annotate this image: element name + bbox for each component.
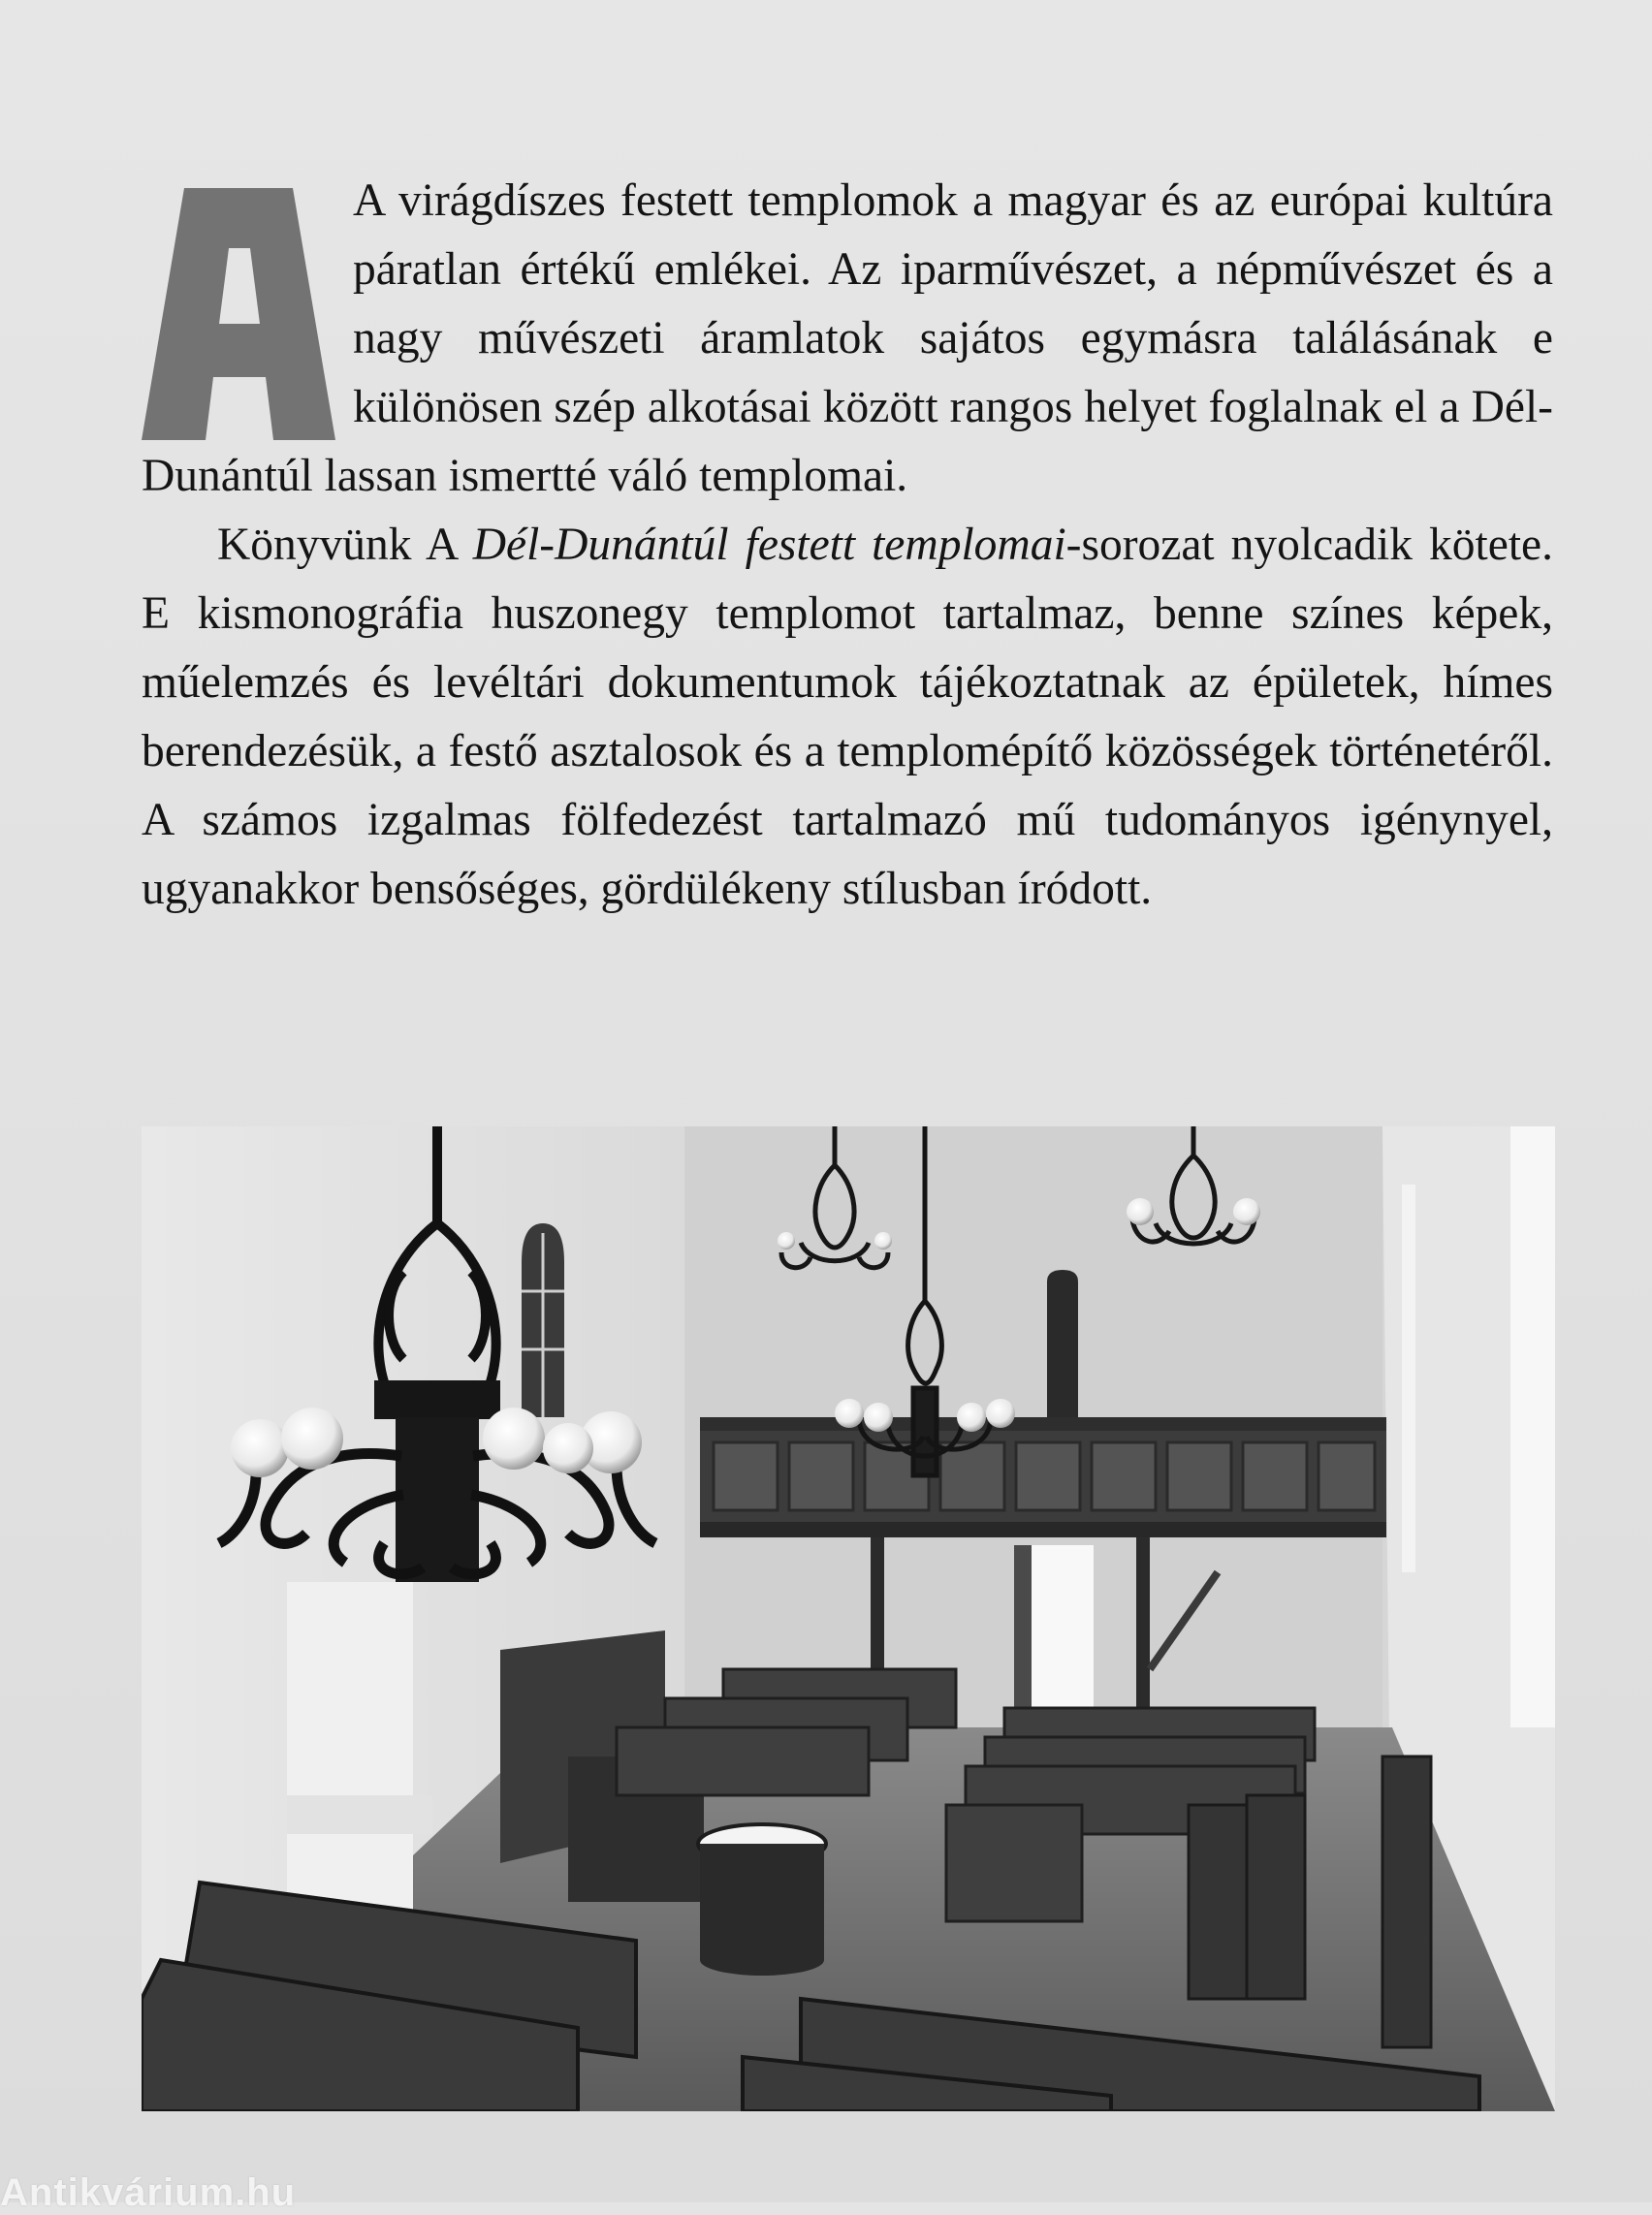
- paragraph-2: [142, 511, 1553, 924]
- church-interior-photo: [142, 1126, 1555, 2111]
- article-text: [142, 167, 1553, 924]
- paragraph-1: [142, 167, 1553, 511]
- church-interior-illustration: [142, 1126, 1555, 2111]
- series-title: Dél-Dunántúl festett templomai: [472, 520, 1066, 570]
- paragraph-1-text: A virágdíszes festett templomok a magyar és az európai kultúra páratlan értékű emlékei. Az iparművészet, a népművészet és a nagy művészeti áramlatok sajátos egymásra találásának e különösen szép alkotásai között rangos helyet foglalnak el a Dél-Dunántúl lassan ismertté váló templomai.: [142, 175, 1553, 501]
- dropcap-letter-a: [142, 188, 335, 440]
- paragraph-2-text: -sorozat nyolcadik kötete. E kismonográfia huszonegy templomot tartalmaz, benne színes képek, műelemzés és levéltári dokumentumok tájékoztatnak az épületek, hímes berendezésük, a festő asztalosok és a templomépítő közösségek történetéről. A számos izgalmas fölfedezést tartalmazó mű tudományos igénynyel, ugyanakkor bensőséges, gördülékeny stílusban íródott.: [142, 520, 1553, 914]
- watermark: Antikvárium.hu: [0, 2171, 297, 2214]
- paragraph-2-lead: Könyvünk A: [217, 520, 473, 570]
